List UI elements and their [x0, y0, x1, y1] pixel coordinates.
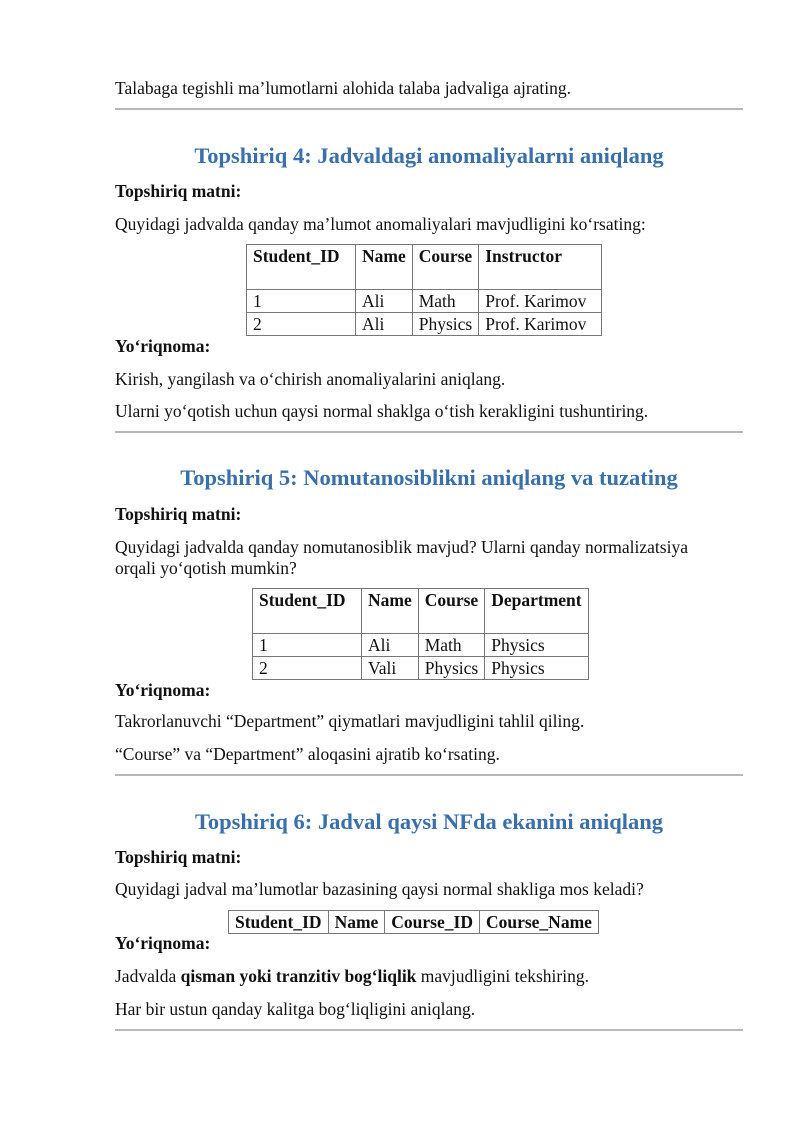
table-cell: Physics [485, 634, 588, 657]
table-cell: Prof. Karimov [479, 290, 602, 313]
table-header: Course [418, 589, 484, 634]
table-cell: Physics [412, 313, 478, 336]
table-header: Course [412, 245, 478, 290]
section-divider [115, 108, 743, 110]
task5-hint-1: Takrorlanuvchi “Department” qiymatlari mavjudligini tahlil qiling. [115, 711, 585, 731]
section-divider [115, 1029, 743, 1031]
task4-hint-2: Ularni yo‘qotish uchun qaysi normal shaklga o‘tish kerakligini tushuntiring. [115, 401, 649, 421]
table-header: Instructor [479, 245, 602, 290]
table-cell: 2 [247, 313, 356, 336]
table-cell: 1 [247, 290, 356, 313]
table-header-row [253, 589, 589, 634]
table-cell: Ali [362, 634, 419, 657]
table-header: Course_Name [479, 911, 598, 934]
table-cell: 1 [253, 634, 362, 657]
task6-text: Quyidagi jadval ma’lumotlar bazasining qaysi normal shakliga mos keladi? [115, 879, 644, 899]
table-header: Name [362, 589, 419, 634]
table-header: Department [485, 589, 588, 634]
table-header-row [247, 245, 602, 290]
task4-text: Quyidagi jadvalda qanday ma’lumot anomaliyalari mavjudligini ko‘rsating: [115, 214, 646, 234]
task5-hint-label: Yo‘riqnoma: [115, 680, 211, 700]
task6-hint-1 [115, 966, 743, 986]
table-row [253, 634, 589, 657]
table-row [247, 313, 602, 336]
table-cell: Ali [356, 313, 413, 336]
table-header: Student_ID [247, 245, 356, 290]
table-header: Student_ID [253, 589, 362, 634]
table-header: Course_ID [385, 911, 480, 934]
table-header-row [229, 911, 599, 934]
intro-line: Talabaga tegishli ma’lumotlarni alohida talaba jadvaliga ajrating. [115, 78, 572, 98]
table-header: Name [356, 245, 413, 290]
task5-text-label: Topshiriq matni: [115, 504, 242, 524]
task6-text-label: Topshiriq matni: [115, 847, 242, 867]
task4-table [246, 244, 602, 336]
table-cell: Physics [418, 657, 484, 680]
table-row [253, 657, 589, 680]
task6-hint-2: Har bir ustun qanday kalitga bog‘liqligini aniqlang. [115, 999, 476, 1019]
task5-table [252, 588, 589, 680]
section-divider [115, 431, 743, 433]
table-cell: Ali [356, 290, 413, 313]
task4-hint-1: Kirish, yangilash va o‘chirish anomaliyalarini aniqlang. [115, 369, 506, 389]
task4-hint-label: Yo‘riqnoma: [115, 336, 211, 356]
hint-text: Jadvalda [115, 966, 181, 986]
hint-text: mavjudligini tekshiring. [416, 966, 589, 986]
task6-table [228, 910, 599, 934]
task6-heading: Topshiriq 6: Jadval qaysi NFda ekanini aniqlang [194, 809, 664, 834]
task5-text-line-1: Quyidagi jadvalda qanday nomutanosiblik mavjud? Ularni qanday normalizatsiya [115, 537, 688, 557]
hint-emphasis: qisman yoki tranzitiv bog‘liqlik [180, 966, 417, 986]
task5-heading: Topshiriq 5: Nomutanosiblikni aniqlang va tuzating [180, 465, 678, 490]
table-cell: Math [412, 290, 478, 313]
table-cell: 2 [253, 657, 362, 680]
table-cell: Vali [362, 657, 419, 680]
table-row [247, 290, 602, 313]
section-divider [115, 774, 743, 776]
table-cell: Math [418, 634, 484, 657]
table-header: Name [328, 911, 385, 934]
task4-heading: Topshiriq 4: Jadvaldagi anomaliyalarni aniqlang [194, 143, 664, 168]
table-header: Student_ID [229, 911, 329, 934]
table-cell: Physics [485, 657, 588, 680]
task4-text-label: Topshiriq matni: [115, 181, 242, 201]
table-cell: Prof. Karimov [479, 313, 602, 336]
task6-hint-label: Yo‘riqnoma: [115, 933, 211, 953]
task5-text-line-2: orqali yo‘qotish mumkin? [115, 558, 297, 578]
task5-hint-2: “Course” va “Department” aloqasini ajratib ko‘rsating. [115, 744, 500, 764]
